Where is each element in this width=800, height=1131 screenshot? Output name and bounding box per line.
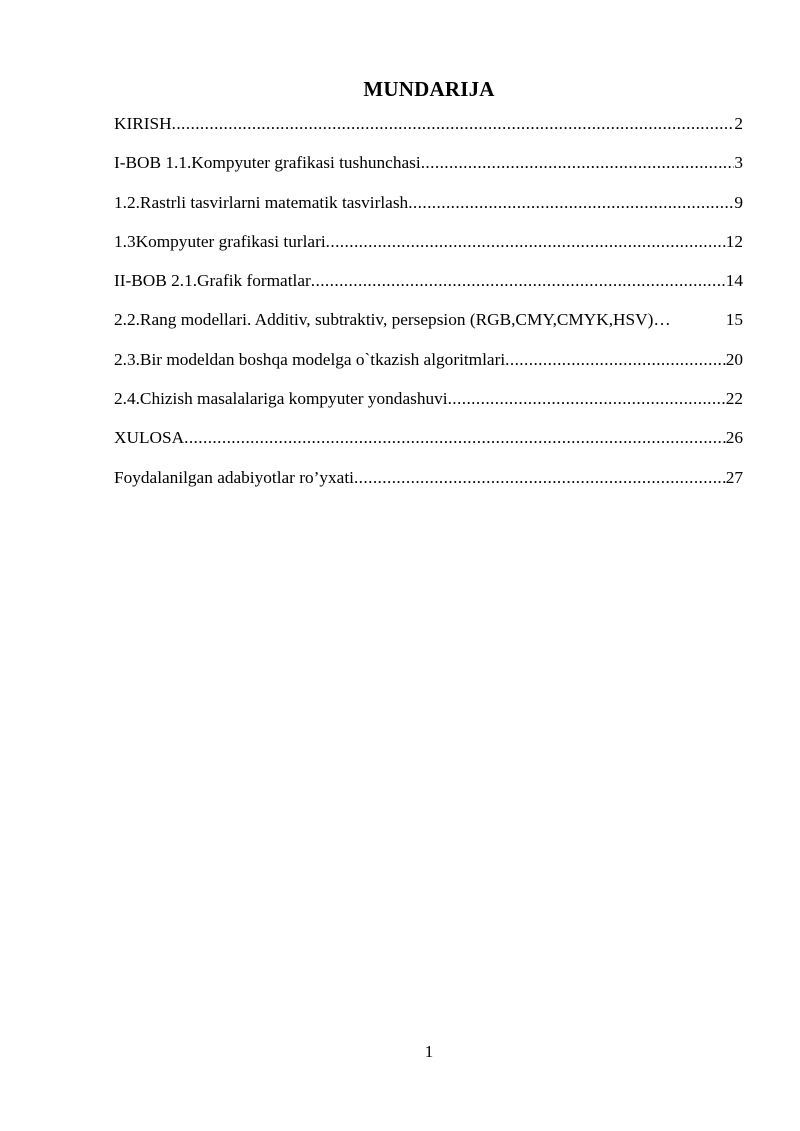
toc-entry-page: 14 [725, 271, 743, 291]
toc-entry [114, 349, 743, 388]
toc-dot-leader [505, 349, 726, 371]
toc-entry-title: Foydalanilgan adabiyotlar ro’yxati [114, 467, 354, 487]
toc-entry-title: 1.3Kompyuter grafikasi turlari [114, 231, 326, 251]
toc-entry-page: 2 [734, 114, 743, 133]
toc-entry [114, 192, 743, 231]
table-of-contents [114, 113, 743, 506]
toc-entry [114, 270, 743, 309]
toc-entry-title: I-BOB 1.1.Kompyuter grafikasi tushunchasi [114, 153, 421, 173]
toc-entry [114, 467, 743, 506]
toc-dot-leader [172, 113, 735, 135]
toc-dot-leader [421, 152, 735, 174]
toc-dot-leader [311, 270, 726, 292]
toc-entry-title: 2.3.Bir modeldan boshqa modelga o`tkazish algoritmlari [114, 349, 506, 369]
toc-entry [114, 152, 743, 191]
toc-entry-title: KIRISH [114, 114, 172, 133]
toc-dot-leader [408, 192, 734, 214]
toc-entry [114, 427, 743, 466]
toc-entry-page: 20 [725, 349, 743, 369]
toc-dot-leader [354, 467, 726, 489]
toc-entry-title: II-BOB 2.1.Grafik formatlar [114, 271, 311, 291]
toc-entry-page: 9 [734, 192, 743, 212]
toc-entry-page: 15 [725, 310, 743, 330]
toc-entry-page: 22 [725, 389, 743, 409]
toc-entry-title: 2.2.Rang modellari. Additiv, subtraktiv, persepsion (RGB,CMY,CMYK,HSV)… [114, 310, 671, 330]
toc-title: MUNDARIJA [363, 77, 495, 101]
toc-entry-page: 3 [734, 153, 743, 173]
toc-entry-title: 2.4.Chizish masalalariga kompyuter yondashuvi [114, 389, 448, 409]
toc-dot-leader [448, 388, 726, 410]
toc-entry-page: 26 [725, 428, 743, 448]
toc-entry-title: XULOSA [114, 428, 185, 448]
page-number: 1 [424, 1042, 434, 1061]
toc-entry [114, 113, 743, 152]
toc-dot-leader [184, 427, 726, 449]
toc-entry-page: 12 [725, 231, 743, 251]
toc-entry [114, 231, 743, 270]
toc-dot-leader [326, 231, 726, 253]
toc-entry-title: 1.2.Rastrli tasvirlarni matematik tasvirlash [114, 192, 409, 212]
toc-entry [114, 388, 743, 427]
toc-entry [114, 309, 743, 348]
toc-entry-page: 27 [725, 467, 743, 487]
